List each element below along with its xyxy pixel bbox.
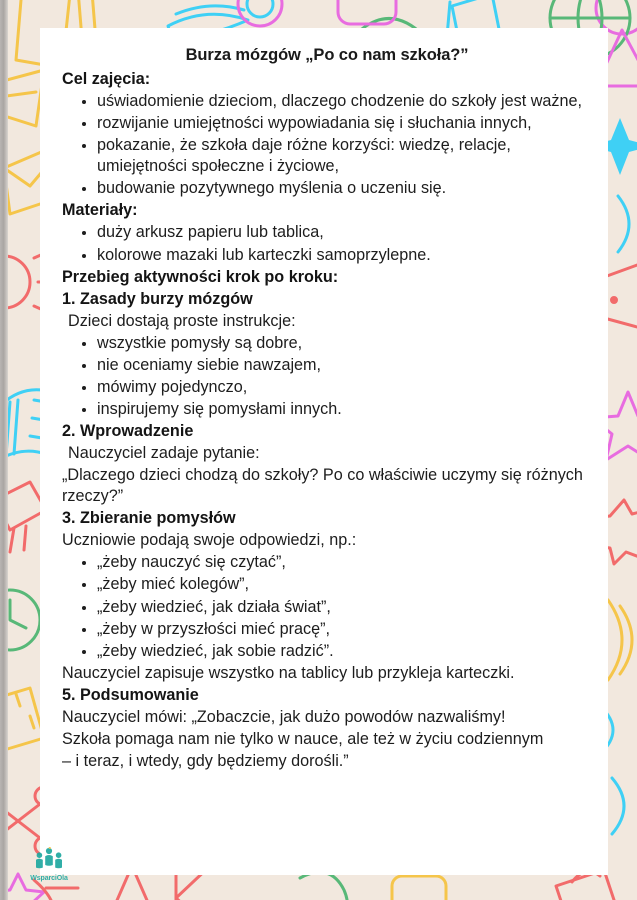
section-heading: Przebieg aktywności krok po kroku:	[62, 267, 339, 286]
list-item: „żeby mieć kolegów”,	[80, 574, 592, 595]
section-krok-5	[62, 685, 592, 772]
section-heading: 5. Podsumowanie	[62, 685, 199, 704]
section-heading: 3. Zbieranie pomysłów	[62, 509, 236, 528]
section-intro-text: Nauczyciel zadaje pytanie:	[68, 444, 260, 463]
summary-line: Nauczyciel mówi: „Zobaczcie, jak dużo powodów nazwaliśmy!	[62, 707, 506, 726]
list-item: „żeby wiedzieć, jak sobie radzić”.	[80, 641, 592, 662]
list-item: „żeby wiedzieć, jak działa świat”,	[80, 597, 592, 618]
list-item: kolorowe mazaki lub karteczki samoprzylepne.	[80, 245, 592, 266]
section-intro-text: Uczniowie podają swoje odpowiedzi, np.:	[62, 531, 357, 550]
materialy-bullet-list	[62, 222, 592, 265]
zasady-bullet-list	[62, 333, 592, 420]
section-heading: 2. Wprowadzenie	[62, 422, 194, 440]
list-item: inspirujemy się pomysłami innych.	[80, 399, 592, 420]
list-item: duży arkusz papieru lub tablica,	[80, 222, 592, 243]
section-quote-paragraph: „Dlaczego dzieci chodzą do szkoły? Po co właściwie uczymy się różnych rzeczy?”	[62, 466, 583, 506]
pomysly-bullet-list	[62, 552, 592, 661]
section-krok-3	[62, 508, 592, 684]
list-item: „żeby w przyszłości mieć pracę”,	[80, 619, 592, 640]
page-left-edge-strip	[0, 0, 8, 900]
section-cel-zajecia	[62, 69, 592, 199]
section-materialy	[62, 200, 592, 265]
section-krok-2	[62, 421, 592, 507]
list-item: budowanie pozytywnego myślenia o uczeniu się.	[80, 178, 592, 199]
list-item: rozwijanie umiejętności wypowiadania się i słuchania innych,	[80, 113, 592, 134]
section-krok-1	[62, 289, 592, 420]
section-heading: Materiały:	[62, 201, 138, 220]
list-item: uświadomienie dzieciom, dlaczego chodzenie do szkoły jest ważne,	[80, 91, 592, 112]
page-title: Burza mózgów „Po co nam szkoła?”	[185, 46, 469, 64]
list-item: wszystkie pomysły są dobre,	[80, 333, 592, 354]
section-heading: 1. Zasady burzy mózgów	[62, 289, 253, 308]
section-outro-text: Nauczyciel zapisuje wszystko na tablicy lub przykleja karteczki.	[62, 663, 515, 682]
list-item: „żeby nauczyć się czytać”,	[80, 552, 592, 573]
watermark-brand-text: WsparciOla	[30, 875, 68, 882]
section-intro-text: Dzieci dostają proste instrukcje:	[68, 311, 296, 330]
list-item: pokazanie, że szkoła daje różne korzyści: wiedzę, relacje, umiejętności społeczne i życiowe,	[80, 135, 592, 177]
list-item: nie oceniamy siebie nawzajem,	[80, 355, 592, 376]
list-item: mówimy pojedynczo,	[80, 377, 592, 398]
summary-line: Szkoła pomaga nam nie tylko w nauce, ale też w życiu codziennym	[62, 729, 544, 748]
cel-zajecia-bullet-list	[62, 91, 592, 199]
document-card	[40, 28, 608, 875]
section-heading: Cel zajęcia:	[62, 70, 151, 88]
section-przebieg	[62, 267, 592, 288]
summary-line: – i teraz, i wtedy, gdy będziemy dorośli.”	[62, 751, 349, 770]
